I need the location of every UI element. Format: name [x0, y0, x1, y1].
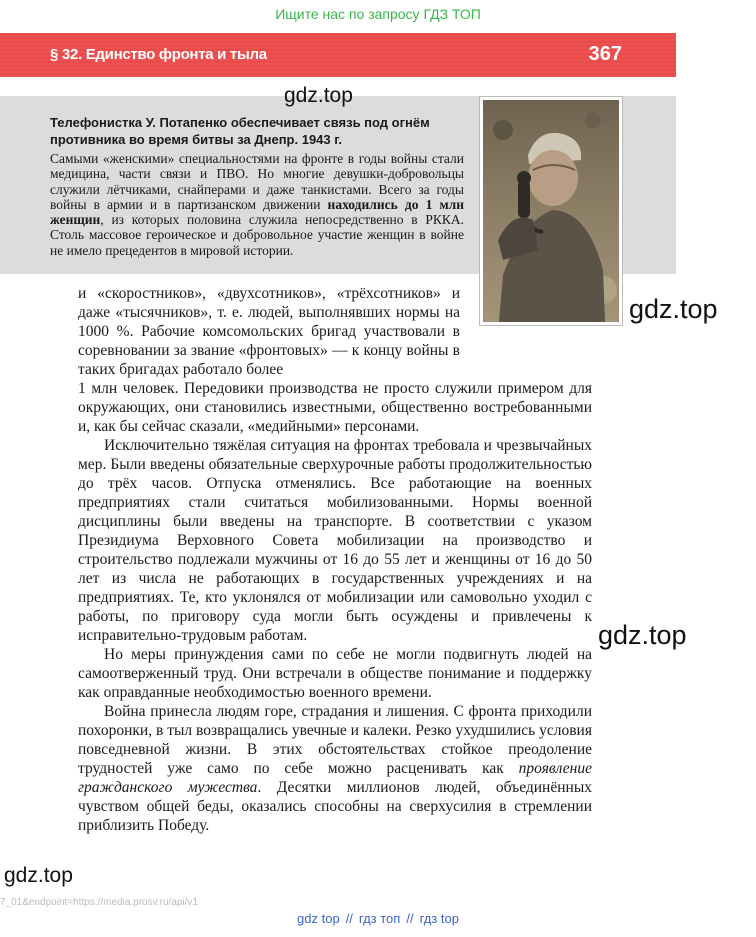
section-title: § 32. Единство фронта и тыла	[50, 46, 267, 63]
paragraph-text: Война принесла людям горе, страдания и лишения. С фронта приходили похоронки, в тыл возвращались увечные и калеки. Резко ухудшились условия повседневной жизни. В этих обстоятельствах стойкое преодоление трудностей уже само по себе можно расценивать как	[78, 703, 592, 777]
paragraph	[78, 702, 592, 835]
sidebar-highlight: находились до 1 млн женщин	[50, 196, 465, 228]
chapter-header	[0, 33, 676, 77]
paragraph: Но меры принуждения сами по себе не могли подвигнуть людей на самоотверженный труд. Они встречали в обществе понимание и поддержку как оправданные необходимостью военного времени.	[78, 646, 592, 701]
emphasis-text: проявление гражданского мужества	[78, 760, 592, 796]
footer-links	[0, 911, 756, 926]
footer-link[interactable]: гдз top	[419, 911, 459, 926]
paragraph: и «скоростников», «двухсотников», «трёхсотников» и даже «тысячников», т. е. людей, выполнявших нормы на 1000 %. Рабочие комсомольских бригад участвовали в соревновании за звание «фронтовых» — к концу войны в таких бригадах работало более	[78, 285, 460, 378]
footer-separator: //	[406, 911, 414, 926]
url-fragment: 7_01&endpoint=https://media.prosv.ru/api/v1	[0, 897, 198, 908]
sidebar-text-part: , из которых половина служила непосредственно в РККА. Столь массовое героическое и добровольное участие женщин в войне не имело прецедентов в мировой истории.	[50, 212, 464, 258]
paragraph: Исключительно тяжёлая ситуация на фронтах требовала и чрезвычайных мер. Были введены обязательные сверхурочные работы продолжительностью до трёх часов. Отпуска отменялись. Все работающие на военных предприятиях стали считаться мобилизованными. Нормы военной дисциплины были введены на транспорте. В соответствии с указом Президиума Верховного Совета мобилизации на производство и строительство подлежали мужчины от 16 до 55 лет и женщины от 16 до 50 лет из числа не работающих в государственных учреждениях и на предприятиях. Те, кто уклонялся от мобилизации или самовольно уходил с работы, по приговору суда могли быть осуждены и привлечены к исправительно-трудовым работам.	[78, 437, 592, 644]
watermark: gdz.top	[629, 294, 718, 324]
sidebar-text	[50, 151, 464, 258]
watermark: gdz.top	[284, 84, 353, 107]
main-text	[78, 284, 592, 835]
footer-link[interactable]: гдз топ	[358, 911, 401, 926]
footer-link[interactable]: gdz top	[297, 911, 340, 926]
watermark: gdz.top	[4, 864, 73, 887]
footer-separator: //	[345, 911, 353, 926]
photo-caption: Телефонистка У. Потапенко обеспечивает связь под огнём противника во время битвы за Днепр. 1943 г.	[50, 115, 430, 147]
sidebar-text-part: Самыми «женскими» специальностями на фронте в годы войны стали медицина, части связи и ПВО. Но многие девушки-добровольцы служили лётчиками, снайперами и даже танкистами. Всего за годы войны в армии и в партизанском движении	[50, 151, 464, 212]
paragraph: 1 млн человек. Передовики производства не просто служили примером для окружающих, они становились известными, общественно востребованными и, как бы сейчас сказали, «медийными» персонами.	[78, 380, 592, 435]
top-banner: Ищите нас по запросу ГДЗ ТОП	[275, 6, 481, 22]
page-number: 367	[588, 43, 622, 65]
watermark: gdz.top	[598, 620, 687, 650]
paragraph-text: . Десятки миллионов людей, объединённых чувством общей беды, оказались способны на сверхусилия в стремлении приблизить Победу.	[78, 779, 592, 834]
